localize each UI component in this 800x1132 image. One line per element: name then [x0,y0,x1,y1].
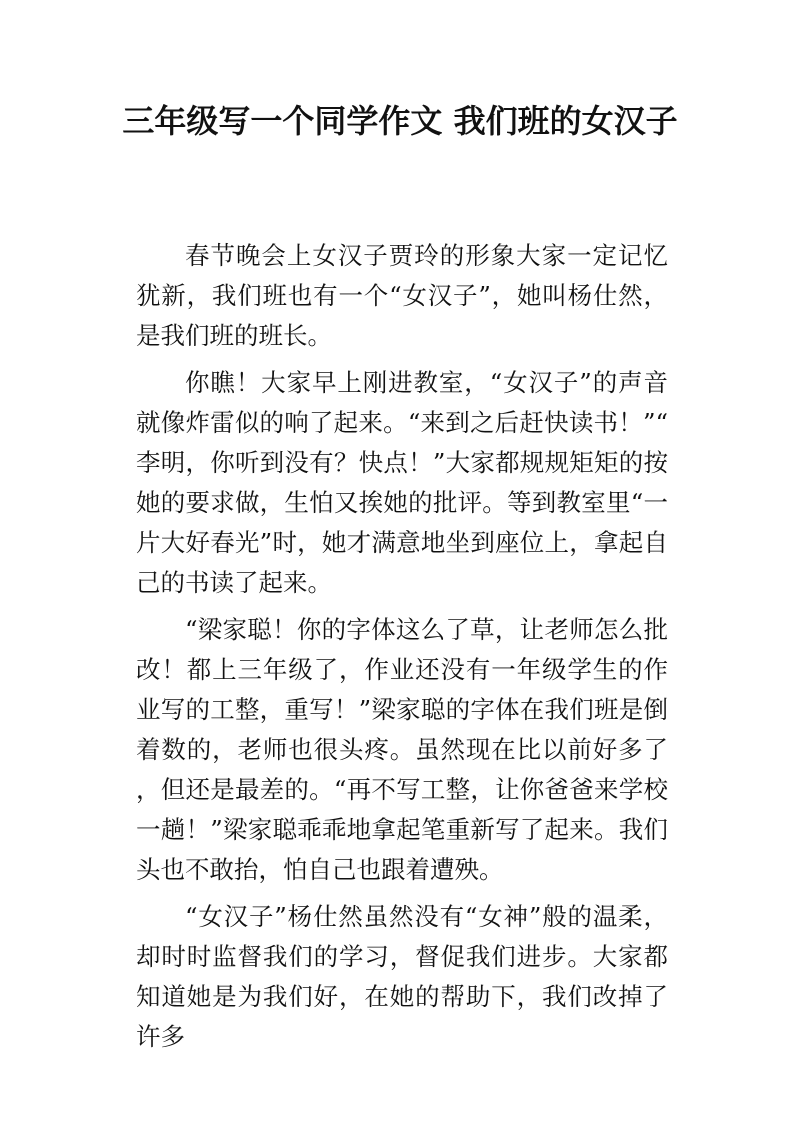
paragraph-3: “梁家聪！你的字体这么了草，让老师怎么批改！都上三年级了，作业还没有一年级学生的作业写的工整，重写！”梁家聪的字体在我们班是倒着数的，老师也很头疼。虽然现在比以前好多了，但还是最差的。“再不写工整，让你爸爸来学校一趟！”梁家聪乖乖地拿起笔重新写了起来。我们头也不敢抬，怕自己也跟着遭殃。 [136,615,668,884]
document-body [136,236,668,1064]
paragraph-2: 你瞧！大家早上刚进教室，“女汉子”的声音就像炸雷似的响了起来。“来到之后赶快读书！”“李明，你听到没有？快点！”大家都规规矩矩的按她的要求做，生怕又挨她的批评。等到教室里“一片大好春光”时，她才满意地坐到座位上，拿起自己的书读了起来。 [136,368,668,597]
paragraph-1: 春节晚会上女汉子贾玲的形象大家一定记忆犹新，我们班也有一个“女汉子”，她叫杨仕然，是我们班的班长。 [136,241,668,350]
document-title: 三年级写一个同学作文 我们班的女汉子 [122,102,678,140]
paragraph-4: “女汉子”杨仕然虽然没有“女神”般的温柔，却时时监督我们的学习，督促我们进步。大家都知道她是为我们好，在她的帮助下，我们改掉了许多 [136,902,668,1051]
